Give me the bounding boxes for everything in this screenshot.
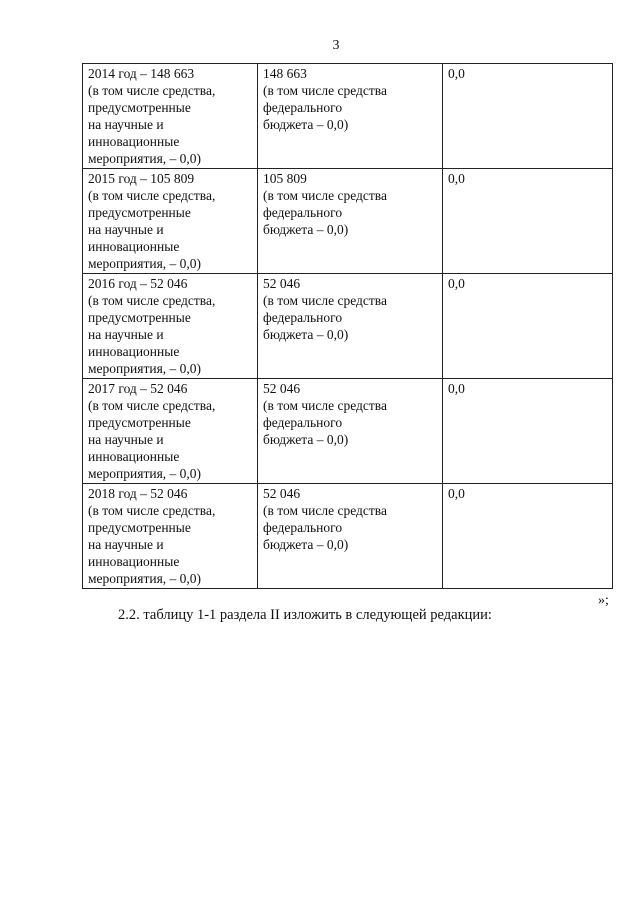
cell-line: бюджета – 0,0) xyxy=(263,432,349,447)
cell-line: инновационные xyxy=(88,239,180,254)
other-funding-cell xyxy=(443,484,613,589)
cell-line: федерального xyxy=(263,520,343,535)
total-funding-cell xyxy=(83,379,258,484)
table-row xyxy=(83,274,613,379)
cell-line: 52 046 xyxy=(263,381,301,396)
cell-line: предусмотренные xyxy=(88,520,191,535)
cell-line: (в том числе средства xyxy=(263,188,387,203)
cell-line: мероприятия, – 0,0) xyxy=(88,361,202,376)
other-funding-cell xyxy=(443,379,613,484)
total-funding-cell xyxy=(83,169,258,274)
cell-line: мероприятия, – 0,0) xyxy=(88,151,202,166)
cell-line: федерального xyxy=(263,205,343,220)
cell-line: инновационные xyxy=(88,449,180,464)
table-row xyxy=(83,64,613,169)
cell-line: федерального xyxy=(263,310,343,325)
other-funding-cell xyxy=(443,169,613,274)
cell-line: 52 046 xyxy=(263,276,301,291)
cell-line: инновационные xyxy=(88,554,180,569)
cell-line: 2016 год – 52 046 xyxy=(88,276,188,291)
table-row xyxy=(83,169,613,274)
budget-funding-cell xyxy=(258,64,443,169)
other-funding-cell xyxy=(443,274,613,379)
cell-line: (в том числе средства xyxy=(263,83,387,98)
funding-table-body xyxy=(83,64,613,589)
cell-line: на научные и xyxy=(88,222,164,237)
cell-line: предусмотренные xyxy=(88,310,191,325)
cell-line: (в том числе средства, xyxy=(88,83,216,98)
total-funding-cell xyxy=(83,274,258,379)
cell-line: (в том числе средства xyxy=(263,293,387,308)
cell-line: предусмотренные xyxy=(88,415,191,430)
cell-line: на научные и xyxy=(88,117,164,132)
cell-line: 2014 год – 148 663 xyxy=(88,66,195,81)
funding-table xyxy=(82,63,613,589)
cell-line: мероприятия, – 0,0) xyxy=(88,466,202,481)
cell-line: федерального xyxy=(263,415,343,430)
cell-line: (в том числе средства, xyxy=(88,188,216,203)
other-funding-cell xyxy=(443,64,613,169)
cell-line: (в том числе средства xyxy=(263,503,387,518)
cell-line: 0,0 xyxy=(448,381,465,396)
total-funding-cell xyxy=(83,64,258,169)
cell-line: 52 046 xyxy=(263,486,301,501)
budget-funding-cell xyxy=(258,274,443,379)
cell-line: бюджета – 0,0) xyxy=(263,327,349,342)
cell-line: 2017 год – 52 046 xyxy=(88,381,188,396)
cell-line: бюджета – 0,0) xyxy=(263,117,349,132)
closing-quote: »; xyxy=(598,593,609,608)
cell-line: 2018 год – 52 046 xyxy=(88,486,188,501)
cell-line: 148 663 xyxy=(263,66,307,81)
cell-line: 0,0 xyxy=(448,171,465,186)
cell-line: инновационные xyxy=(88,344,180,359)
cell-line: 0,0 xyxy=(448,276,465,291)
table-row xyxy=(83,484,613,589)
budget-funding-cell xyxy=(258,379,443,484)
cell-line: (в том числе средства, xyxy=(88,503,216,518)
cell-line: (в том числе средства, xyxy=(88,293,216,308)
cell-line: на научные и xyxy=(88,537,164,552)
cell-line: бюджета – 0,0) xyxy=(263,537,349,552)
instruction-text: 2.2. таблицу 1-1 раздела II изложить в следующей редакции: xyxy=(118,607,492,623)
cell-line: (в том числе средства xyxy=(263,398,387,413)
cell-line: предусмотренные xyxy=(88,100,191,115)
page-number: 3 xyxy=(332,38,340,53)
cell-line: 0,0 xyxy=(448,66,465,81)
cell-line: мероприятия, – 0,0) xyxy=(88,256,202,271)
cell-line: 105 809 xyxy=(263,171,307,186)
cell-line: бюджета – 0,0) xyxy=(263,222,349,237)
cell-line: на научные и xyxy=(88,432,164,447)
cell-line: на научные и xyxy=(88,327,164,342)
cell-line: федерального xyxy=(263,100,343,115)
table-row xyxy=(83,379,613,484)
cell-line: предусмотренные xyxy=(88,205,191,220)
cell-line: (в том числе средства, xyxy=(88,398,216,413)
cell-line: 0,0 xyxy=(448,486,465,501)
budget-funding-cell xyxy=(258,484,443,589)
cell-line: 2015 год – 105 809 xyxy=(88,171,195,186)
cell-line: мероприятия, – 0,0) xyxy=(88,571,202,586)
total-funding-cell xyxy=(83,484,258,589)
cell-line: инновационные xyxy=(88,134,180,149)
budget-funding-cell xyxy=(258,169,443,274)
